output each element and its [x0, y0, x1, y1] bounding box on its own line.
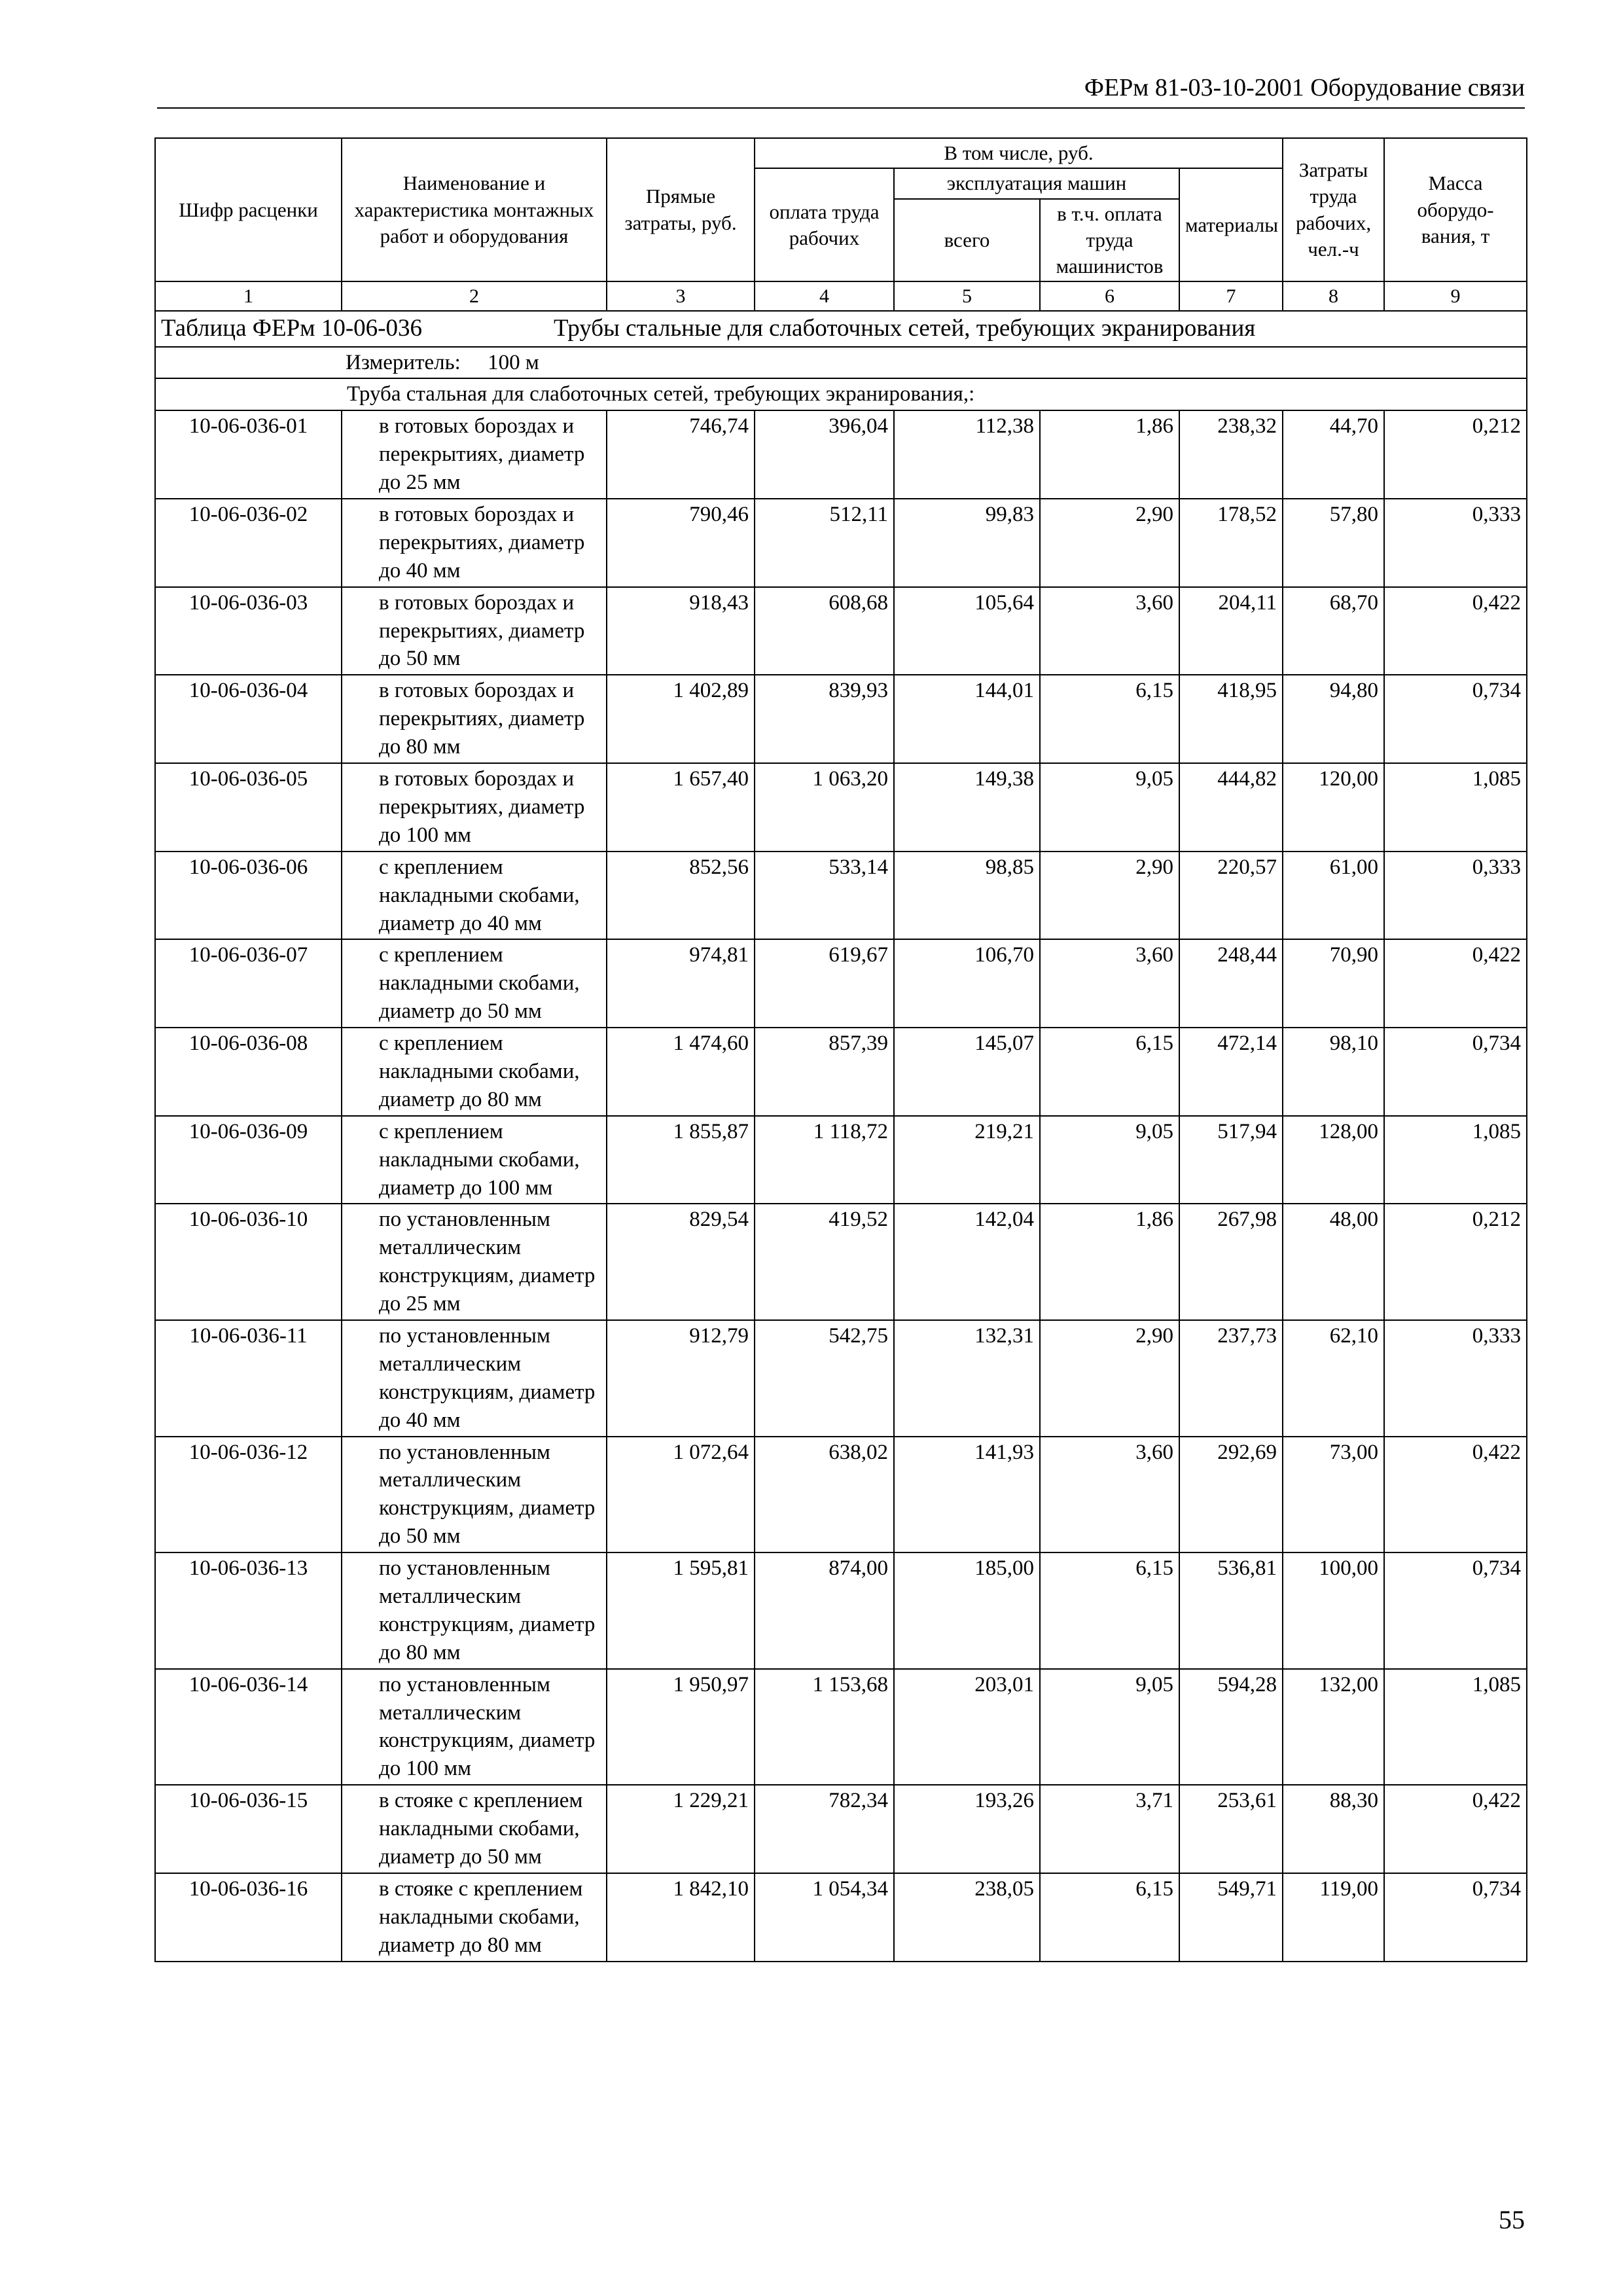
- table-row: [155, 939, 1527, 1028]
- equipment-mass: 0,212: [1384, 410, 1527, 499]
- table-row: [155, 1785, 1527, 1873]
- table-title-row: [155, 311, 1527, 346]
- direct-costs: 790,46: [607, 499, 755, 587]
- materials-cost: 536,81: [1179, 1552, 1283, 1669]
- machines-total: 141,93: [894, 1437, 1040, 1553]
- rate-code: 10-06-036-01: [155, 410, 342, 499]
- labor-pay: 1 118,72: [755, 1116, 894, 1204]
- work-description: в готовых бороздах и перекрытиях, диаметр до 40 мм: [342, 499, 607, 587]
- machines-labor-pay: 6,15: [1040, 1873, 1179, 1962]
- labor-hours: 119,00: [1283, 1873, 1384, 1962]
- materials-cost: 517,94: [1179, 1116, 1283, 1204]
- column-number: 2: [342, 281, 607, 311]
- materials-cost: 253,61: [1179, 1785, 1283, 1873]
- table-row: [155, 1028, 1527, 1116]
- machines-total: 142,04: [894, 1204, 1040, 1320]
- header-machines: эксплуатация машин: [894, 168, 1179, 198]
- materials-cost: 178,52: [1179, 499, 1283, 587]
- labor-hours: 48,00: [1283, 1204, 1384, 1320]
- materials-cost: 594,28: [1179, 1669, 1283, 1785]
- work-description: в готовых бороздах и перекрытиях, диаметр до 50 мм: [342, 587, 607, 675]
- machines-labor-pay: 3,71: [1040, 1785, 1179, 1873]
- direct-costs: 1 855,87: [607, 1116, 755, 1204]
- direct-costs: 746,74: [607, 410, 755, 499]
- work-description: с креплением накладными скобами, диаметр до 50 мм: [342, 939, 607, 1028]
- table-row: [155, 1669, 1527, 1785]
- equipment-mass: 1,085: [1384, 763, 1527, 852]
- header-labor-cost: Затраты труда рабочих, чел.-ч: [1283, 138, 1384, 281]
- labor-hours: 94,80: [1283, 675, 1384, 763]
- work-description: по установленным металлическим конструкциям, диаметр до 80 мм: [342, 1552, 607, 1669]
- rate-code: 10-06-036-07: [155, 939, 342, 1028]
- direct-costs: 1 842,10: [607, 1873, 755, 1962]
- column-number: 5: [894, 281, 1040, 311]
- labor-pay: 1 153,68: [755, 1669, 894, 1785]
- machines-labor-pay: 9,05: [1040, 1669, 1179, 1785]
- document-title: ФЕРм 81-03-10-2001 Оборудование связи: [1084, 74, 1525, 101]
- equipment-mass: 0,333: [1384, 852, 1527, 940]
- equipment-mass: 0,422: [1384, 939, 1527, 1028]
- direct-costs: 829,54: [607, 1204, 755, 1320]
- header-machines-labor: в т.ч. оплата труда машинистов: [1040, 199, 1179, 282]
- labor-pay: 782,34: [755, 1785, 894, 1873]
- labor-pay: 857,39: [755, 1028, 894, 1116]
- header-rule: [157, 107, 1525, 109]
- machines-total: 193,26: [894, 1785, 1040, 1873]
- labor-pay: 839,93: [755, 675, 894, 763]
- measure-row: [155, 347, 1527, 379]
- materials-cost: 220,57: [1179, 852, 1283, 940]
- column-number: 1: [155, 281, 342, 311]
- machines-labor-pay: 6,15: [1040, 1028, 1179, 1116]
- table-title: Трубы стальные для слаботочных сетей, требующих экранирования: [554, 315, 1256, 342]
- column-number: 9: [1384, 281, 1527, 311]
- column-number: 6: [1040, 281, 1179, 311]
- work-description: с креплением накладными скобами, диаметр до 100 мм: [342, 1116, 607, 1204]
- equipment-mass: 0,333: [1384, 499, 1527, 587]
- header-mass: Масса оборудо-вания, т: [1384, 138, 1527, 281]
- equipment-mass: 1,085: [1384, 1669, 1527, 1785]
- work-description: по установленным металлическим конструкциям, диаметр до 50 мм: [342, 1437, 607, 1553]
- rate-code: 10-06-036-16: [155, 1873, 342, 1962]
- header-direct-costs: Прямые затраты, руб.: [607, 138, 755, 281]
- column-number: 7: [1179, 281, 1283, 311]
- machines-total: 238,05: [894, 1873, 1040, 1962]
- labor-hours: 73,00: [1283, 1437, 1384, 1553]
- measure-unit: Измеритель: 100 м: [155, 347, 1527, 379]
- price-table: [154, 137, 1527, 1962]
- work-description: по установленным металлическим конструкциям, диаметр до 100 мм: [342, 1669, 607, 1785]
- header-labor-pay: оплата труда рабочих: [755, 168, 894, 281]
- machines-total: 99,83: [894, 499, 1040, 587]
- direct-costs: 1 072,64: [607, 1437, 755, 1553]
- rate-code: 10-06-036-14: [155, 1669, 342, 1785]
- equipment-mass: 1,085: [1384, 1116, 1527, 1204]
- labor-pay: 1 054,34: [755, 1873, 894, 1962]
- group-row: [155, 378, 1527, 410]
- machines-total: 105,64: [894, 587, 1040, 675]
- machines-total: 144,01: [894, 675, 1040, 763]
- table-row: [155, 410, 1527, 499]
- materials-cost: 472,14: [1179, 1028, 1283, 1116]
- table-row: [155, 1552, 1527, 1669]
- rate-code: 10-06-036-05: [155, 763, 342, 852]
- column-number: 4: [755, 281, 894, 311]
- machines-labor-pay: 9,05: [1040, 1116, 1179, 1204]
- header-name: Наименование и характеристика монтажных работ и оборудования: [342, 138, 607, 281]
- direct-costs: 974,81: [607, 939, 755, 1028]
- materials-cost: 418,95: [1179, 675, 1283, 763]
- work-description: с креплением накладными скобами, диаметр до 40 мм: [342, 852, 607, 940]
- rate-code: 10-06-036-12: [155, 1437, 342, 1553]
- table-row: [155, 1204, 1527, 1320]
- labor-hours: 57,80: [1283, 499, 1384, 587]
- labor-hours: 120,00: [1283, 763, 1384, 852]
- labor-pay: 638,02: [755, 1437, 894, 1553]
- work-description: по установленным металлическим конструкциям, диаметр до 40 мм: [342, 1320, 607, 1437]
- equipment-mass: 0,212: [1384, 1204, 1527, 1320]
- header-materials: материалы: [1179, 168, 1283, 281]
- machines-labor-pay: 1,86: [1040, 410, 1179, 499]
- table-row: [155, 587, 1527, 675]
- table-row: [155, 1437, 1527, 1553]
- rate-code: 10-06-036-15: [155, 1785, 342, 1873]
- equipment-mass: 0,422: [1384, 1785, 1527, 1873]
- work-description: в стояке с креплением накладными скобами, диаметр до 50 мм: [342, 1785, 607, 1873]
- labor-pay: 419,52: [755, 1204, 894, 1320]
- labor-pay: 1 063,20: [755, 763, 894, 852]
- labor-hours: 44,70: [1283, 410, 1384, 499]
- header-including: В том числе, руб.: [755, 138, 1283, 168]
- direct-costs: 1 402,89: [607, 675, 755, 763]
- direct-costs: 1 229,21: [607, 1785, 755, 1873]
- equipment-mass: 0,734: [1384, 1028, 1527, 1116]
- machines-labor-pay: 2,90: [1040, 499, 1179, 587]
- equipment-mass: 0,333: [1384, 1320, 1527, 1437]
- machines-labor-pay: 1,86: [1040, 1204, 1179, 1320]
- rate-code: 10-06-036-03: [155, 587, 342, 675]
- table-row: [155, 675, 1527, 763]
- machines-total: 219,21: [894, 1116, 1040, 1204]
- machines-total: 98,85: [894, 852, 1040, 940]
- work-description: в готовых бороздах и перекрытиях, диаметр до 80 мм: [342, 675, 607, 763]
- machines-total: 203,01: [894, 1669, 1040, 1785]
- equipment-mass: 0,734: [1384, 675, 1527, 763]
- rate-code: 10-06-036-11: [155, 1320, 342, 1437]
- labor-pay: 512,11: [755, 499, 894, 587]
- materials-cost: 204,11: [1179, 587, 1283, 675]
- machines-labor-pay: 3,60: [1040, 1437, 1179, 1553]
- labor-hours: 132,00: [1283, 1669, 1384, 1785]
- column-number: 3: [607, 281, 755, 311]
- rate-code: 10-06-036-10: [155, 1204, 342, 1320]
- rate-code: 10-06-036-08: [155, 1028, 342, 1116]
- table-row: [155, 852, 1527, 940]
- direct-costs: 852,56: [607, 852, 755, 940]
- materials-cost: 292,69: [1179, 1437, 1283, 1553]
- machines-labor-pay: 6,15: [1040, 675, 1179, 763]
- table-row: [155, 1116, 1527, 1204]
- labor-hours: 61,00: [1283, 852, 1384, 940]
- page-number: 55: [1499, 2205, 1525, 2234]
- labor-hours: 68,70: [1283, 587, 1384, 675]
- table-row: [155, 763, 1527, 852]
- machines-labor-pay: 3,60: [1040, 939, 1179, 1028]
- header-machines-total: всего: [894, 199, 1040, 282]
- direct-costs: 1 474,60: [607, 1028, 755, 1116]
- equipment-mass: 0,734: [1384, 1552, 1527, 1669]
- direct-costs: 918,43: [607, 587, 755, 675]
- rate-code: 10-06-036-04: [155, 675, 342, 763]
- materials-cost: 549,71: [1179, 1873, 1283, 1962]
- work-description: в готовых бороздах и перекрытиях, диаметр до 100 мм: [342, 763, 607, 852]
- table-row: [155, 1320, 1527, 1437]
- machines-total: 149,38: [894, 763, 1040, 852]
- equipment-mass: 0,422: [1384, 587, 1527, 675]
- work-description: с креплением накладными скобами, диаметр до 80 мм: [342, 1028, 607, 1116]
- direct-costs: 1 595,81: [607, 1552, 755, 1669]
- rate-code: 10-06-036-02: [155, 499, 342, 587]
- machines-total: 185,00: [894, 1552, 1040, 1669]
- labor-hours: 100,00: [1283, 1552, 1384, 1669]
- labor-pay: 608,68: [755, 587, 894, 675]
- machines-labor-pay: 9,05: [1040, 763, 1179, 852]
- labor-hours: 70,90: [1283, 939, 1384, 1028]
- header-code: Шифр расценки: [155, 138, 342, 281]
- machines-total: 145,07: [894, 1028, 1040, 1116]
- machines-labor-pay: 6,15: [1040, 1552, 1179, 1669]
- work-description: в готовых бороздах и перекрытиях, диаметр до 25 мм: [342, 410, 607, 499]
- machines-labor-pay: 2,90: [1040, 1320, 1179, 1437]
- materials-cost: 238,32: [1179, 410, 1283, 499]
- rate-code: 10-06-036-13: [155, 1552, 342, 1669]
- labor-pay: 396,04: [755, 410, 894, 499]
- labor-hours: 98,10: [1283, 1028, 1384, 1116]
- labor-pay: 619,67: [755, 939, 894, 1028]
- labor-pay: 874,00: [755, 1552, 894, 1669]
- machines-labor-pay: 2,90: [1040, 852, 1179, 940]
- rate-code: 10-06-036-09: [155, 1116, 342, 1204]
- machines-labor-pay: 3,60: [1040, 587, 1179, 675]
- machines-total: 106,70: [894, 939, 1040, 1028]
- materials-cost: 267,98: [1179, 1204, 1283, 1320]
- column-numbers-row: [155, 281, 1527, 311]
- table-code: Таблица ФЕРм 10-06-036: [161, 315, 422, 342]
- work-description: по установленным металлическим конструкциям, диаметр до 25 мм: [342, 1204, 607, 1320]
- rate-code: 10-06-036-06: [155, 852, 342, 940]
- group-title: Труба стальная для слаботочных сетей, требующих экранирования,:: [155, 378, 1527, 410]
- work-description: в стояке с креплением накладными скобами, диаметр до 80 мм: [342, 1873, 607, 1962]
- machines-total: 112,38: [894, 410, 1040, 499]
- table-row: [155, 499, 1527, 587]
- direct-costs: 1 657,40: [607, 763, 755, 852]
- table-row: [155, 1873, 1527, 1962]
- direct-costs: 1 950,97: [607, 1669, 755, 1785]
- direct-costs: 912,79: [607, 1320, 755, 1437]
- machines-total: 132,31: [894, 1320, 1040, 1437]
- materials-cost: 248,44: [1179, 939, 1283, 1028]
- labor-pay: 542,75: [755, 1320, 894, 1437]
- materials-cost: 237,73: [1179, 1320, 1283, 1437]
- column-number: 8: [1283, 281, 1384, 311]
- labor-pay: 533,14: [755, 852, 894, 940]
- labor-hours: 128,00: [1283, 1116, 1384, 1204]
- materials-cost: 444,82: [1179, 763, 1283, 852]
- labor-hours: 88,30: [1283, 1785, 1384, 1873]
- labor-hours: 62,10: [1283, 1320, 1384, 1437]
- equipment-mass: 0,422: [1384, 1437, 1527, 1553]
- equipment-mass: 0,734: [1384, 1873, 1527, 1962]
